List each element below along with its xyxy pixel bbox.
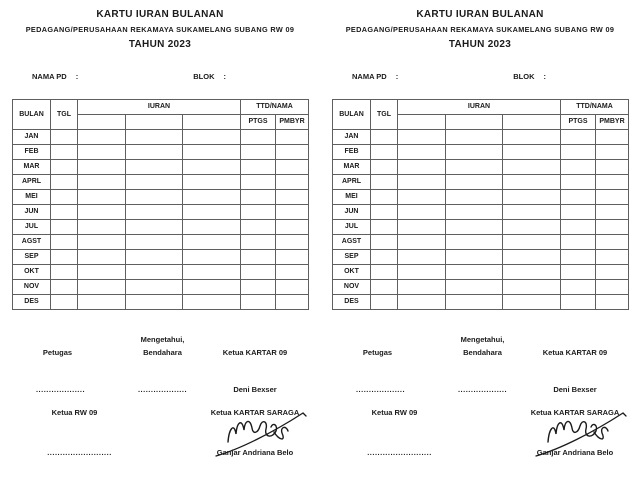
ptgs-cell bbox=[241, 190, 276, 205]
iuran-cell-1 bbox=[398, 160, 446, 175]
nama-pd-colon: : bbox=[395, 71, 399, 81]
iuran-cell-3 bbox=[503, 280, 561, 295]
pmbyr-cell bbox=[276, 145, 309, 160]
pmbyr-cell bbox=[596, 160, 629, 175]
iuran-cell-1 bbox=[78, 265, 126, 280]
month-label: MEI bbox=[333, 190, 371, 205]
ganjar-name: Ganjar Andriana Belo bbox=[536, 448, 614, 457]
month-row bbox=[333, 265, 629, 280]
month-label: SEP bbox=[13, 250, 51, 265]
iuran-cell-2 bbox=[126, 280, 183, 295]
pmbyr-cell bbox=[276, 250, 309, 265]
iuran-cell-3 bbox=[183, 295, 241, 310]
iuran-cell-1 bbox=[398, 205, 446, 220]
ketua-kartar-label: Ketua KARTAR 09 bbox=[542, 348, 608, 357]
signature-col-bendahara bbox=[435, 333, 530, 458]
iuran-cell-1 bbox=[78, 295, 126, 310]
iuran-cell-1 bbox=[398, 250, 446, 265]
tgl-cell bbox=[371, 160, 398, 175]
ptgs-cell bbox=[241, 145, 276, 160]
dues-table bbox=[12, 99, 309, 310]
card-subtitle: PEDAGANG/PERUSAHAAN REKAMAYA SUKAMELANG SUBANG RW 09 bbox=[345, 25, 615, 34]
month-row bbox=[13, 235, 309, 250]
tgl-cell bbox=[371, 265, 398, 280]
iuran-cell-1 bbox=[398, 295, 446, 310]
nama-pd-colon: : bbox=[75, 71, 79, 81]
tgl-cell bbox=[371, 220, 398, 235]
iuran-cell-2 bbox=[126, 160, 183, 175]
tgl-cell bbox=[51, 205, 78, 220]
blok-group bbox=[513, 72, 576, 81]
tgl-cell bbox=[51, 220, 78, 235]
iuran-cell-1 bbox=[78, 250, 126, 265]
pmbyr-cell bbox=[276, 205, 309, 220]
card-year: TAHUN 2023 bbox=[128, 39, 192, 50]
month-label: JAN bbox=[333, 130, 371, 145]
pmbyr-cell bbox=[596, 265, 629, 280]
pmbyr-cell bbox=[596, 280, 629, 295]
month-row bbox=[13, 295, 309, 310]
tgl-cell bbox=[51, 175, 78, 190]
ptgs-cell bbox=[561, 160, 596, 175]
bendahara-dotted-line: ................... bbox=[457, 385, 508, 394]
tgl-cell bbox=[371, 190, 398, 205]
col-header-bulan: BULAN bbox=[333, 100, 371, 130]
tgl-cell bbox=[51, 265, 78, 280]
ketua-rw-dotted-line: ......................... bbox=[47, 448, 112, 457]
month-label: JUL bbox=[13, 220, 51, 235]
month-row bbox=[13, 190, 309, 205]
month-label: APRL bbox=[333, 175, 371, 190]
month-label: MAR bbox=[333, 160, 371, 175]
iuran-subcol-1 bbox=[78, 115, 126, 130]
month-label: APRL bbox=[13, 175, 51, 190]
pmbyr-cell bbox=[596, 190, 629, 205]
month-label: MEI bbox=[13, 190, 51, 205]
iuran-cell-3 bbox=[503, 265, 561, 280]
petugas-dotted-line: ................... bbox=[35, 385, 86, 394]
col-header-iuran: IURAN bbox=[78, 100, 241, 115]
month-row bbox=[13, 160, 309, 175]
iuran-cell-3 bbox=[183, 220, 241, 235]
ketua-rw-dotted-line: ......................... bbox=[367, 448, 432, 457]
ketua-rw-label: Ketua RW 09 bbox=[371, 408, 418, 417]
iuran-cell-2 bbox=[126, 205, 183, 220]
iuran-cell-2 bbox=[446, 250, 503, 265]
month-row bbox=[333, 235, 629, 250]
pmbyr-cell bbox=[596, 250, 629, 265]
month-row bbox=[333, 295, 629, 310]
ptgs-cell bbox=[561, 175, 596, 190]
month-label: NOV bbox=[13, 280, 51, 295]
blok-colon: : bbox=[223, 71, 226, 81]
ketua-kartar-label: Ketua KARTAR 09 bbox=[222, 348, 288, 357]
tgl-cell bbox=[51, 295, 78, 310]
iuran-subcol-3 bbox=[503, 115, 561, 130]
iuran-cell-1 bbox=[398, 265, 446, 280]
fields-row bbox=[352, 71, 640, 81]
iuran-cell-3 bbox=[183, 235, 241, 250]
bendahara-dotted-line: ................... bbox=[137, 385, 188, 394]
iuran-cell-2 bbox=[446, 280, 503, 295]
pmbyr-cell bbox=[596, 175, 629, 190]
iuran-cell-1 bbox=[78, 220, 126, 235]
iuran-cell-2 bbox=[126, 295, 183, 310]
pmbyr-cell bbox=[276, 265, 309, 280]
iuran-cell-3 bbox=[183, 250, 241, 265]
blok-colon: : bbox=[543, 71, 546, 81]
month-row bbox=[13, 175, 309, 190]
iuran-subcol-2 bbox=[446, 115, 503, 130]
iuran-cell-1 bbox=[78, 175, 126, 190]
iuran-cell-1 bbox=[398, 145, 446, 160]
signature-col-petugas bbox=[0, 333, 115, 458]
iuran-cell-2 bbox=[126, 145, 183, 160]
tgl-cell bbox=[371, 280, 398, 295]
card-year: TAHUN 2023 bbox=[448, 39, 512, 50]
tgl-cell bbox=[51, 250, 78, 265]
month-row bbox=[333, 220, 629, 235]
iuran-cell-2 bbox=[126, 190, 183, 205]
card-title: KARTU IURAN BULANAN bbox=[96, 9, 224, 20]
col-header-ttd-nama: TTD/NAMA bbox=[561, 100, 629, 115]
ptgs-cell bbox=[241, 160, 276, 175]
iuran-cell-2 bbox=[446, 175, 503, 190]
ptgs-cell bbox=[241, 250, 276, 265]
iuran-cell-1 bbox=[78, 160, 126, 175]
iuran-cell-3 bbox=[503, 160, 561, 175]
iuran-cell-1 bbox=[78, 235, 126, 250]
month-row bbox=[13, 205, 309, 220]
month-label: FEB bbox=[13, 145, 51, 160]
col-header-tgl: TGL bbox=[371, 100, 398, 130]
pmbyr-cell bbox=[596, 295, 629, 310]
pmbyr-cell bbox=[276, 220, 309, 235]
iuran-cell-3 bbox=[503, 145, 561, 160]
ptgs-cell bbox=[561, 250, 596, 265]
tgl-cell bbox=[51, 280, 78, 295]
iuran-cell-2 bbox=[446, 145, 503, 160]
pmbyr-cell bbox=[276, 175, 309, 190]
col-header-bulan: BULAN bbox=[13, 100, 51, 130]
signature-col-ketua-kartar bbox=[530, 333, 640, 458]
deni-bexser-name: Deni Bexser bbox=[553, 385, 597, 394]
iuran-cell-3 bbox=[183, 205, 241, 220]
pmbyr-cell bbox=[276, 190, 309, 205]
pmbyr-cell bbox=[276, 280, 309, 295]
month-row bbox=[333, 130, 629, 145]
iuran-cell-3 bbox=[183, 145, 241, 160]
month-label: OKT bbox=[333, 265, 371, 280]
iuran-cell-1 bbox=[78, 205, 126, 220]
nama-pd-label: NAMA PD bbox=[352, 71, 387, 81]
bendahara-label: Bendahara bbox=[463, 348, 502, 357]
iuran-cell-1 bbox=[78, 280, 126, 295]
tgl-cell bbox=[371, 145, 398, 160]
blok-label: BLOK bbox=[513, 71, 535, 81]
tgl-cell bbox=[371, 205, 398, 220]
iuran-cell-2 bbox=[446, 220, 503, 235]
ketua-kartar-saraga-label: Ketua KARTAR SARAGA bbox=[210, 408, 300, 417]
iuran-cell-3 bbox=[503, 220, 561, 235]
iuran-cell-2 bbox=[126, 130, 183, 145]
card-subtitle: PEDAGANG/PERUSAHAAN REKAMAYA SUKAMELANG SUBANG RW 09 bbox=[25, 25, 295, 34]
month-label: JUN bbox=[333, 205, 371, 220]
month-label: AGST bbox=[333, 235, 371, 250]
tgl-cell bbox=[51, 190, 78, 205]
iuran-cell-2 bbox=[446, 295, 503, 310]
iuran-cell-3 bbox=[183, 160, 241, 175]
iuran-cell-2 bbox=[446, 190, 503, 205]
month-label: JUL bbox=[333, 220, 371, 235]
ptgs-cell bbox=[561, 265, 596, 280]
month-row bbox=[333, 190, 629, 205]
blok-group bbox=[193, 72, 256, 81]
table-header-row-1 bbox=[333, 100, 629, 115]
iuran-cell-1 bbox=[78, 190, 126, 205]
iuran-cell-3 bbox=[183, 130, 241, 145]
iuran-cell-3 bbox=[503, 250, 561, 265]
ptgs-cell bbox=[241, 175, 276, 190]
month-row bbox=[333, 205, 629, 220]
ptgs-cell bbox=[561, 220, 596, 235]
iuran-cell-3 bbox=[183, 280, 241, 295]
ptgs-cell bbox=[561, 130, 596, 145]
ketua-rw-label: Ketua RW 09 bbox=[51, 408, 98, 417]
month-row bbox=[13, 220, 309, 235]
col-header-tgl: TGL bbox=[51, 100, 78, 130]
month-label: AGST bbox=[13, 235, 51, 250]
tgl-cell bbox=[371, 295, 398, 310]
iuran-subcol-1 bbox=[398, 115, 446, 130]
iuran-cell-2 bbox=[126, 220, 183, 235]
mengetahui-label: Mengetahui, bbox=[140, 335, 185, 344]
pmbyr-cell bbox=[276, 295, 309, 310]
ptgs-cell bbox=[561, 190, 596, 205]
month-row bbox=[13, 280, 309, 295]
iuran-cell-1 bbox=[398, 220, 446, 235]
ptgs-cell bbox=[561, 280, 596, 295]
iuran-cell-3 bbox=[503, 295, 561, 310]
tgl-cell bbox=[51, 160, 78, 175]
fields-row bbox=[32, 71, 320, 81]
month-label: MAR bbox=[13, 160, 51, 175]
iuran-cell-2 bbox=[126, 265, 183, 280]
iuran-cell-1 bbox=[78, 130, 126, 145]
iuran-cell-2 bbox=[126, 175, 183, 190]
iuran-cell-2 bbox=[446, 205, 503, 220]
pmbyr-cell bbox=[596, 130, 629, 145]
month-row bbox=[333, 175, 629, 190]
petugas-label: Petugas bbox=[362, 348, 393, 357]
month-row bbox=[333, 160, 629, 175]
nama-pd-label: NAMA PD bbox=[32, 71, 67, 81]
iuran-cell-3 bbox=[503, 205, 561, 220]
deni-bexser-name: Deni Bexser bbox=[233, 385, 277, 394]
col-header-ptgs: PTGS bbox=[561, 115, 596, 130]
iuran-cell-2 bbox=[446, 235, 503, 250]
iuran-cell-1 bbox=[398, 190, 446, 205]
iuran-subcol-3 bbox=[183, 115, 241, 130]
mengetahui-label: Mengetahui, bbox=[460, 335, 505, 344]
iuran-cell-1 bbox=[78, 145, 126, 160]
ptgs-cell bbox=[241, 265, 276, 280]
month-row bbox=[13, 265, 309, 280]
tgl-cell bbox=[371, 235, 398, 250]
signature-col-ketua-kartar bbox=[210, 333, 320, 458]
col-header-ptgs: PTGS bbox=[241, 115, 276, 130]
tgl-cell bbox=[371, 175, 398, 190]
pmbyr-cell bbox=[276, 160, 309, 175]
iuran-cell-1 bbox=[398, 130, 446, 145]
month-row bbox=[333, 280, 629, 295]
iuran-card-right bbox=[320, 0, 640, 495]
month-row bbox=[333, 145, 629, 160]
iuran-cell-3 bbox=[183, 190, 241, 205]
iuran-cell-3 bbox=[183, 175, 241, 190]
iuran-cell-1 bbox=[398, 235, 446, 250]
iuran-cell-1 bbox=[398, 280, 446, 295]
iuran-cell-2 bbox=[126, 235, 183, 250]
tgl-cell bbox=[371, 130, 398, 145]
ptgs-cell bbox=[561, 145, 596, 160]
ptgs-cell bbox=[561, 205, 596, 220]
iuran-subcol-2 bbox=[126, 115, 183, 130]
ptgs-cell bbox=[241, 220, 276, 235]
iuran-cell-2 bbox=[446, 130, 503, 145]
ptgs-cell bbox=[241, 280, 276, 295]
signature-section bbox=[0, 333, 320, 458]
ptgs-cell bbox=[241, 205, 276, 220]
month-row bbox=[333, 250, 629, 265]
iuran-cell-2 bbox=[446, 160, 503, 175]
blok-label: BLOK bbox=[193, 71, 215, 81]
ptgs-cell bbox=[561, 295, 596, 310]
table-header-row-1 bbox=[13, 100, 309, 115]
card-title: KARTU IURAN BULANAN bbox=[416, 9, 544, 20]
month-row bbox=[13, 250, 309, 265]
iuran-cell-1 bbox=[398, 175, 446, 190]
iuran-cell-3 bbox=[503, 175, 561, 190]
iuran-cell-2 bbox=[126, 250, 183, 265]
iuran-cell-3 bbox=[503, 235, 561, 250]
col-header-pmbyr: PMBYR bbox=[596, 115, 629, 130]
month-label: DES bbox=[333, 295, 371, 310]
ketua-kartar-saraga-label: Ketua KARTAR SARAGA bbox=[530, 408, 620, 417]
signature-section bbox=[320, 333, 640, 458]
petugas-dotted-line: ................... bbox=[355, 385, 406, 394]
month-row bbox=[13, 145, 309, 160]
pmbyr-cell bbox=[276, 235, 309, 250]
ptgs-cell bbox=[241, 235, 276, 250]
col-header-ttd-nama: TTD/NAMA bbox=[241, 100, 309, 115]
iuran-cell-3 bbox=[503, 190, 561, 205]
tgl-cell bbox=[371, 250, 398, 265]
ptgs-cell bbox=[241, 130, 276, 145]
bendahara-label: Bendahara bbox=[143, 348, 182, 357]
month-label: DES bbox=[13, 295, 51, 310]
pmbyr-cell bbox=[276, 130, 309, 145]
tgl-cell bbox=[51, 145, 78, 160]
pmbyr-cell bbox=[596, 205, 629, 220]
iuran-cell-3 bbox=[183, 265, 241, 280]
pmbyr-cell bbox=[596, 235, 629, 250]
ganjar-name: Ganjar Andriana Belo bbox=[216, 448, 294, 457]
col-header-pmbyr: PMBYR bbox=[276, 115, 309, 130]
month-row bbox=[13, 130, 309, 145]
ptgs-cell bbox=[241, 295, 276, 310]
iuran-cell-3 bbox=[503, 130, 561, 145]
signature-col-petugas bbox=[320, 333, 435, 458]
month-label: NOV bbox=[333, 280, 371, 295]
signature-col-bendahara bbox=[115, 333, 210, 458]
tgl-cell bbox=[51, 235, 78, 250]
petugas-label: Petugas bbox=[42, 348, 73, 357]
ptgs-cell bbox=[561, 235, 596, 250]
month-label: SEP bbox=[333, 250, 371, 265]
month-label: FEB bbox=[333, 145, 371, 160]
iuran-cell-2 bbox=[446, 265, 503, 280]
month-label: JUN bbox=[13, 205, 51, 220]
tgl-cell bbox=[51, 130, 78, 145]
month-label: JAN bbox=[13, 130, 51, 145]
col-header-iuran: IURAN bbox=[398, 100, 561, 115]
dues-table bbox=[332, 99, 629, 310]
pmbyr-cell bbox=[596, 220, 629, 235]
pmbyr-cell bbox=[596, 145, 629, 160]
month-label: OKT bbox=[13, 265, 51, 280]
